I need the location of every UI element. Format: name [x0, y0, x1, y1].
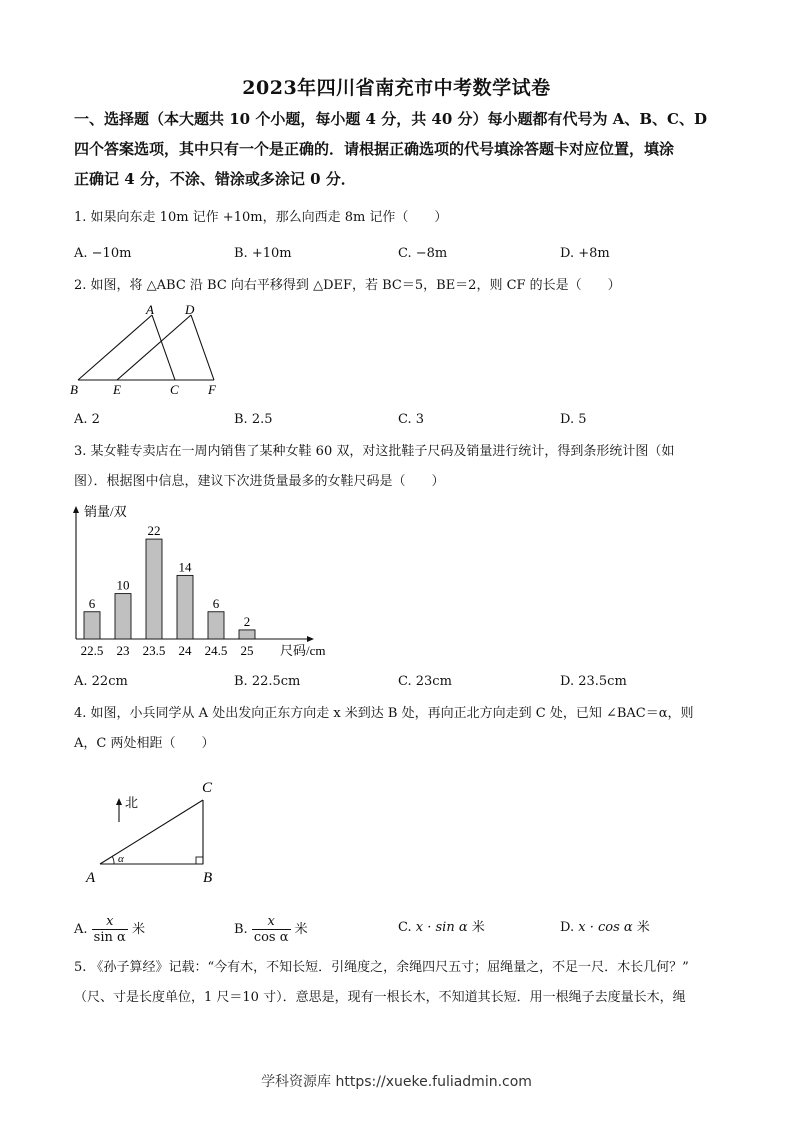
label-c: C [202, 780, 213, 796]
bar-23 [115, 594, 131, 639]
segment-ac [100, 800, 203, 864]
direction-figure [80, 772, 240, 890]
label-b: B [70, 382, 78, 397]
page-title: 2023年四川省南充市中考数学试卷 [242, 77, 551, 99]
question-4-options [74, 906, 724, 945]
q1-option-d: D. +8m [560, 246, 610, 261]
q4-option-a: A. $\frac{x}{\text{sin α}}$ 米 [74, 914, 145, 945]
north-arrowhead-icon [116, 798, 122, 805]
question-5-text-1: 5. 《孙子算经》记载：“今有木，不知长短．引绳度之，余绳四尺五寸；屈绳量之，不足一尺．木长几何？” [74, 960, 689, 975]
segment-ba [78, 315, 152, 380]
footer-watermark: 学科资源库 https://xueke.fuliadmin.com [261, 1074, 532, 1090]
section-line-2: 四个答案选项，其中只有一个是正确的．请根据正确选项的代号填涂答题卡对应位置，填涂 [74, 140, 675, 158]
label-a: A [86, 870, 96, 886]
question-3-text-2: 图）．根据图中信息，建议下次进货量最多的女鞋尺码是（ ） [74, 474, 445, 489]
tick-label-23.5: 23.5 [142, 643, 166, 658]
question-3-text-1: 3. 某女鞋专卖店在一周内销售了某种女鞋 60 双，对这批鞋子尺码及销量进行统计，得到条形统计图（如 [74, 444, 675, 459]
q2-option-d: D. 5 [560, 412, 587, 427]
segment-ac [152, 315, 175, 380]
label-alpha: α [118, 853, 124, 865]
label-d: D [185, 302, 195, 317]
shoe-size-bar-chart [64, 500, 334, 665]
angle-arc [112, 856, 114, 864]
q3-option-c: C. 23cm [398, 674, 452, 689]
label-e: E [113, 382, 121, 397]
segment-df [191, 315, 214, 380]
section-instructions [74, 104, 724, 194]
tick-label-24: 24 [178, 643, 192, 658]
tick-label-25: 25 [240, 643, 254, 658]
question-4-text-2: A，C 两处相距（ ） [74, 736, 215, 751]
question-4-text-1: 4. 如图，小兵同学从 A 处出发向正东方向走 x 米到达 B 处，再向正北方向走到 C 处，已知 ∠BAC＝α，则 [74, 706, 694, 721]
section-line-3: 正确记 4 分，不涂、错涂或多涂记 0 分． [74, 170, 356, 188]
q1-option-b: B. +10m [234, 246, 292, 261]
label-f: F [208, 382, 216, 397]
q4-option-c: C. x · sin α 米 [398, 920, 485, 935]
data-label-24.5: 6 [212, 595, 220, 611]
bar-25 [239, 630, 255, 639]
x-axis-label: 尺码/cm [280, 643, 326, 658]
question-3-options [74, 674, 724, 696]
q2-option-b: B. 2.5 [234, 412, 273, 427]
x-axis-arrow-icon [307, 636, 314, 642]
bar-23.5 [146, 539, 162, 639]
question-2-options [74, 412, 724, 434]
question-2-text: 2. 如图，将 △ABC 沿 BC 向右平移得到 △DEF，若 BC＝5，BE＝2，则 CF 的长是（ ） [74, 278, 621, 293]
label-b: B [203, 870, 213, 886]
q4-option-a-fraction: $\frac{x}{\text{sin α}}$ [93, 914, 126, 945]
q2-option-c: C. 3 [398, 412, 425, 427]
tick-label-22.5: 22.5 [80, 643, 104, 658]
data-label-24: 14 [178, 559, 192, 575]
q3-option-d: D. 23.5cm [560, 674, 627, 689]
q3-option-b: B. 22.5cm [234, 674, 301, 689]
data-label-25: 2 [243, 613, 251, 629]
q2-option-a: A. 2 [74, 412, 100, 427]
tick-label-23: 23 [116, 643, 130, 658]
question-1-options [74, 246, 724, 268]
question-5-text-2: （尺、寸是长度单位，1 尺＝10 寸）．意思是，现有一根长木，不知道其长短．用一根绳子去度量长木，绳 [74, 990, 686, 1005]
question-1-text: 1. 如果向东走 10m 记作 +10m，那么向西走 8m 记作（ ） [74, 210, 448, 225]
data-label-23.5: 22 [147, 523, 161, 539]
q3-option-a: A. 22cm [74, 674, 128, 689]
y-axis-arrow-icon [73, 506, 79, 513]
q4-option-b-fraction: $\frac{x}{\text{cos α}}$ [253, 914, 289, 945]
bar-24 [177, 575, 193, 639]
label-north: 北 [125, 795, 139, 810]
right-angle-mark [196, 857, 203, 864]
q1-option-a: A. −10m [74, 246, 132, 261]
q1-option-c: C. −8m [398, 246, 448, 261]
q4-option-b: B. $\frac{x}{\text{cos α}}$ 米 [234, 914, 308, 945]
label-c: C [170, 382, 179, 397]
bar-24.5 [208, 612, 224, 639]
data-label-23: 10 [116, 577, 130, 593]
data-label-22.5: 6 [88, 595, 96, 611]
tick-label-24.5: 24.5 [204, 643, 228, 658]
segment-ed [117, 315, 191, 380]
y-axis-label: 销量/双 [84, 504, 127, 519]
bar-22.5 [84, 612, 100, 639]
section-line-1: 一、选择题（本大题共 10 个小题，每小题 4 分，共 40 分）每小题都有代号为 A、B、C、D [74, 110, 708, 128]
q4-option-d: D. x · cos α 米 [560, 920, 650, 935]
label-a: A [146, 302, 154, 317]
translation-figure [66, 300, 226, 400]
